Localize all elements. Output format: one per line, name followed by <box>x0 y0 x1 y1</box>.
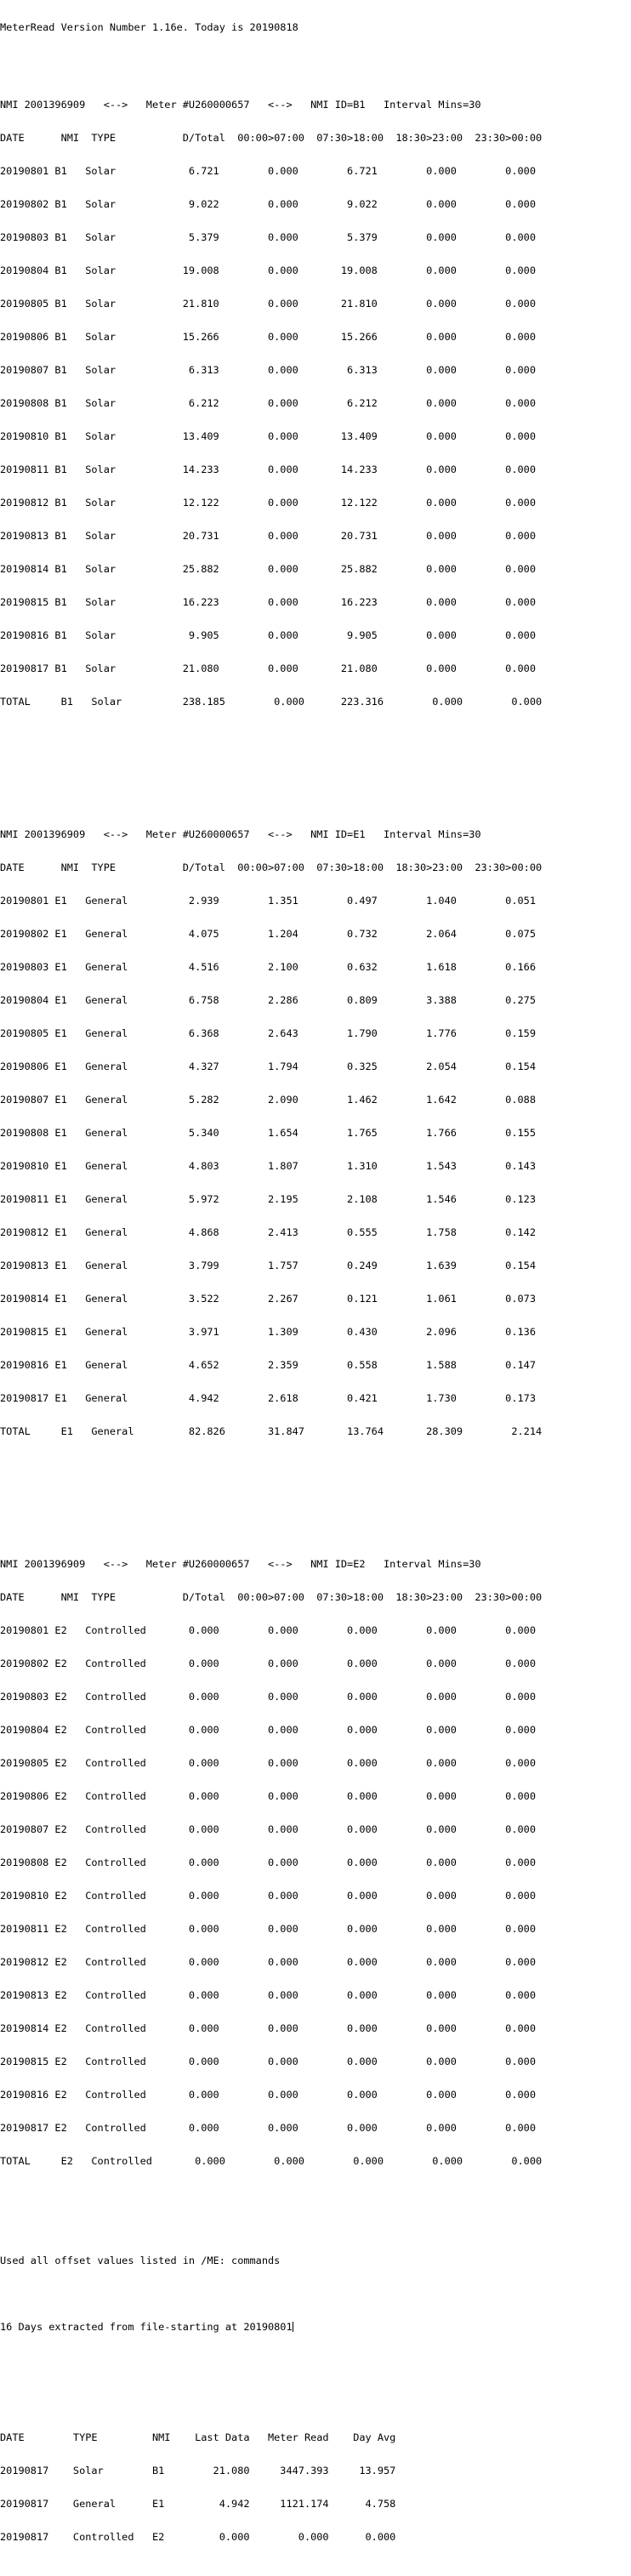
table-row: 20190811 E1 General 5.972 2.195 2.108 1.546 0.123 <box>0 1193 536 1205</box>
blank-line <box>0 2355 631 2366</box>
summary-row: 20190817 Controlled E2 0.000 0.000 0.000 <box>0 2531 396 2543</box>
table-row: 20190814 E2 Controlled 0.000 0.000 0.000 0.000 0.000 <box>0 2022 536 2034</box>
table-row: 20190815 E1 General 3.971 1.309 0.430 2.096 0.136 <box>0 1326 536 1338</box>
table-row: 20190813 E2 Controlled 0.000 0.000 0.000 0.000 0.000 <box>0 1989 536 2001</box>
blank-line <box>0 1481 631 1493</box>
table-row: 20190815 B1 Solar 16.223 0.000 16.223 0.000 0.000 <box>0 596 536 608</box>
table-row: 20190804 B1 Solar 19.008 0.000 19.008 0.000 0.000 <box>0 264 536 276</box>
table-row: 20190802 B1 Solar 9.022 0.000 9.022 0.000 0.000 <box>0 198 536 210</box>
meter-section-e2 <box>0 1537 631 2189</box>
table-row: 20190805 E2 Controlled 0.000 0.000 0.000 0.000 0.000 <box>0 1757 536 1769</box>
table-row: 20190806 B1 Solar 15.266 0.000 15.266 0.000 0.000 <box>0 331 536 343</box>
table-row: 20190808 B1 Solar 6.212 0.000 6.212 0.000 0.000 <box>0 397 536 409</box>
column-header-line: DATE NMI TYPE D/Total 00:00>07:00 07:30>18:00 18:30>23:00 23:30>00:00 <box>0 862 543 873</box>
table-row: 20190803 E1 General 4.516 2.100 0.632 1.618 0.166 <box>0 961 536 973</box>
table-row: 20190815 E2 Controlled 0.000 0.000 0.000 0.000 0.000 <box>0 2056 536 2067</box>
table-row: 20190812 E2 Controlled 0.000 0.000 0.000 0.000 0.000 <box>0 1956 536 1968</box>
table-row: 20190813 B1 Solar 20.731 0.000 20.731 0.000 0.000 <box>0 530 536 542</box>
version-line: MeterRead Version Number 1.16e. Today is 20190818 <box>0 21 298 33</box>
table-row: 20190817 E1 General 4.942 2.618 0.421 1.730 0.173 <box>0 1392 536 1404</box>
table-row: 20190802 E2 Controlled 0.000 0.000 0.000 0.000 0.000 <box>0 1658 536 1669</box>
blank-line <box>0 2289 631 2300</box>
summary-header-line: DATE TYPE NMI Last Data Meter Read Day Avg <box>0 2431 396 2443</box>
table-row: 20190806 E2 Controlled 0.000 0.000 0.000 0.000 0.000 <box>0 1790 536 1802</box>
table-row: 20190804 E1 General 6.758 2.286 0.809 3.388 0.275 <box>0 994 536 1006</box>
table-row: 20190804 E2 Controlled 0.000 0.000 0.000 0.000 0.000 <box>0 1724 536 1736</box>
table-row: 20190808 E2 Controlled 0.000 0.000 0.000 0.000 0.000 <box>0 1857 536 1868</box>
blank-line <box>0 2211 631 2222</box>
table-row: 20190816 E2 Controlled 0.000 0.000 0.000 0.000 0.000 <box>0 2089 536 2101</box>
table-row: 20190811 E2 Controlled 0.000 0.000 0.000 0.000 0.000 <box>0 1923 536 1935</box>
table-row: 20190810 B1 Solar 13.409 0.000 13.409 0.000 0.000 <box>0 430 536 442</box>
summary-row: 20190817 General E1 4.942 1121.174 4.758 <box>0 2498 396 2510</box>
column-header-line: DATE NMI TYPE D/Total 00:00>07:00 07:30>18:00 18:30>23:00 23:30>00:00 <box>0 132 543 144</box>
table-row: 20190817 B1 Solar 21.080 0.000 21.080 0.000 0.000 <box>0 662 536 674</box>
table-row: 20190816 E1 General 4.652 2.359 0.558 1.588 0.147 <box>0 1359 536 1371</box>
table-row: 20190817 E2 Controlled 0.000 0.000 0.000 0.000 0.000 <box>0 2122 536 2134</box>
blank-line <box>0 752 631 763</box>
total-row: TOTAL B1 Solar 238.185 0.000 223.316 0.000 0.000 <box>0 696 543 708</box>
table-row: 20190811 B1 Solar 14.233 0.000 14.233 0.000 0.000 <box>0 463 536 475</box>
table-row: 20190801 E1 General 2.939 1.351 0.497 1.040 0.051 <box>0 895 536 907</box>
total-row: TOTAL E2 Controlled 0.000 0.000 0.000 0.000 0.000 <box>0 2155 543 2167</box>
summary-table <box>0 2410 631 2565</box>
table-row: 20190803 E2 Controlled 0.000 0.000 0.000 0.000 0.000 <box>0 1691 536 1703</box>
table-row: 20190813 E1 General 3.799 1.757 0.249 1.639 0.154 <box>0 1260 536 1271</box>
summary-row: 20190817 Solar B1 21.080 3447.393 13.957 <box>0 2465 396 2476</box>
table-row: 20190812 B1 Solar 12.122 0.000 12.122 0.000 0.000 <box>0 497 536 509</box>
offset-note-line: Used all offset values listed in /ME: commands <box>0 2255 281 2266</box>
table-row: 20190805 B1 Solar 21.810 0.000 21.810 0.000 0.000 <box>0 298 536 310</box>
days-extracted-text: 16 Days extracted from file-starting at 20190801 <box>0 2321 293 2333</box>
table-row: 20190806 E1 General 4.327 1.794 0.325 2.054 0.154 <box>0 1061 536 1072</box>
section-info-line: NMI 2001396909 <--> Meter #U260000657 <--> NMI ID=E2 Interval Mins=30 <box>0 1558 481 1570</box>
table-row: 20190805 E1 General 6.368 2.643 1.790 1.776 0.159 <box>0 1027 536 1039</box>
table-row: 20190814 B1 Solar 25.882 0.000 25.882 0.000 0.000 <box>0 563 536 575</box>
table-row: 20190802 E1 General 4.075 1.204 0.732 2.064 0.075 <box>0 928 536 940</box>
table-row: 20190808 E1 General 5.340 1.654 1.765 1.766 0.155 <box>0 1127 536 1139</box>
table-row: 20190814 E1 General 3.522 2.267 0.121 1.061 0.073 <box>0 1293 536 1305</box>
column-header-line: DATE NMI TYPE D/Total 00:00>07:00 07:30>18:00 18:30>23:00 23:30>00:00 <box>0 1591 543 1603</box>
table-row: 20190807 B1 Solar 6.313 0.000 6.313 0.000 0.000 <box>0 364 536 376</box>
table-row: 20190816 B1 Solar 9.905 0.000 9.905 0.000 0.000 <box>0 629 536 641</box>
table-row: 20190812 E1 General 4.868 2.413 0.555 1.758 0.142 <box>0 1226 536 1238</box>
meter-section-e1 <box>0 807 631 1459</box>
table-row: 20190810 E2 Controlled 0.000 0.000 0.000 0.000 0.000 <box>0 1890 536 1902</box>
section-info-line: NMI 2001396909 <--> Meter #U260000657 <--> NMI ID=E1 Interval Mins=30 <box>0 828 481 840</box>
section-info-line: NMI 2001396909 <--> Meter #U260000657 <--> NMI ID=B1 Interval Mins=30 <box>0 99 481 111</box>
days-extracted-line <box>0 2322 631 2333</box>
table-row: 20190803 B1 Solar 5.379 0.000 5.379 0.000 0.000 <box>0 231 536 243</box>
table-row: 20190807 E2 Controlled 0.000 0.000 0.000 0.000 0.000 <box>0 1823 536 1835</box>
table-row: 20190801 E2 Controlled 0.000 0.000 0.000 0.000 0.000 <box>0 1624 536 1636</box>
table-row: 20190801 B1 Solar 6.721 0.000 6.721 0.000 0.000 <box>0 165 536 177</box>
table-row: 20190807 E1 General 5.282 2.090 1.462 1.642 0.088 <box>0 1094 536 1106</box>
table-row: 20190810 E1 General 4.803 1.807 1.310 1.543 0.143 <box>0 1160 536 1172</box>
meter-section-b1 <box>0 77 631 730</box>
total-row: TOTAL E1 General 82.826 31.847 13.764 28.309 2.214 <box>0 1425 543 1437</box>
